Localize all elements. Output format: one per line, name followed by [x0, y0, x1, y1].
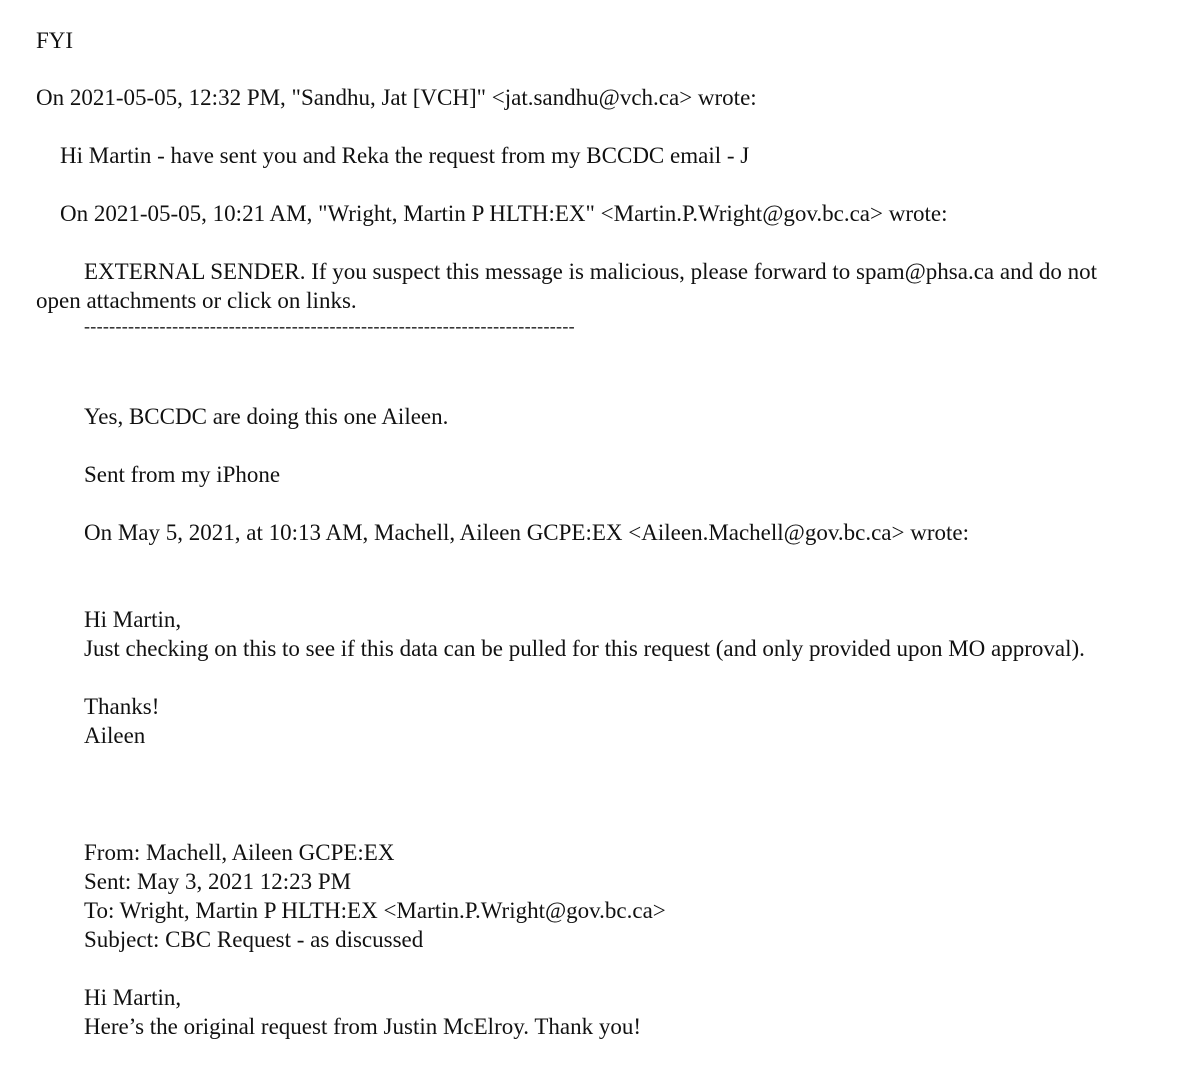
msg4-from: From: Machell, Aileen GCPE:EX	[84, 840, 395, 865]
top-note: FYI	[36, 28, 74, 53]
msg3-name: Aileen	[84, 723, 146, 748]
msg4-to: To: Wright, Martin P HLTH:EX <Martin.P.Wright@gov.bc.ca>	[84, 898, 666, 923]
external-sender-warning: EXTERNAL SENDER. If you suspect this message is malicious, please forward to spam@phsa.ca and do not	[84, 259, 1097, 284]
msg4-sent: Sent: May 3, 2021 12:23 PM	[84, 869, 352, 894]
msg1-body: Hi Martin - have sent you and Reka the request from my BCCDC email - J	[60, 143, 750, 168]
msg3-greeting: Hi Martin,	[84, 607, 182, 632]
msg2-signature: Sent from my iPhone	[84, 462, 281, 487]
msg3-thanks: Thanks!	[84, 694, 160, 719]
msg4-greeting: Hi Martin,	[84, 985, 182, 1010]
separator-line: ------------------------------------------------------------------------------	[84, 316, 575, 336]
msg1-header: On 2021-05-05, 12:32 PM, "Sandhu, Jat [VCH]" <jat.sandhu@vch.ca> wrote:	[36, 85, 757, 110]
msg3-body: Just checking on this to see if this data can be pulled for this request (and only provided upon MO approval).	[84, 636, 1085, 661]
external-sender-warning-cont: open attachments or click on links.	[36, 288, 357, 313]
msg2-header: On 2021-05-05, 10:21 AM, "Wright, Martin P HLTH:EX" <Martin.P.Wright@gov.bc.ca> wrote:	[60, 201, 948, 226]
msg3-header: On May 5, 2021, at 10:13 AM, Machell, Aileen GCPE:EX <Aileen.Machell@gov.bc.ca> wrote:	[84, 520, 969, 545]
msg2-body: Yes, BCCDC are doing this one Aileen.	[84, 404, 449, 429]
msg4-subject: Subject: CBC Request - as discussed	[84, 927, 424, 952]
msg4-body: Here’s the original request from Justin McElroy. Thank you!	[84, 1014, 641, 1039]
